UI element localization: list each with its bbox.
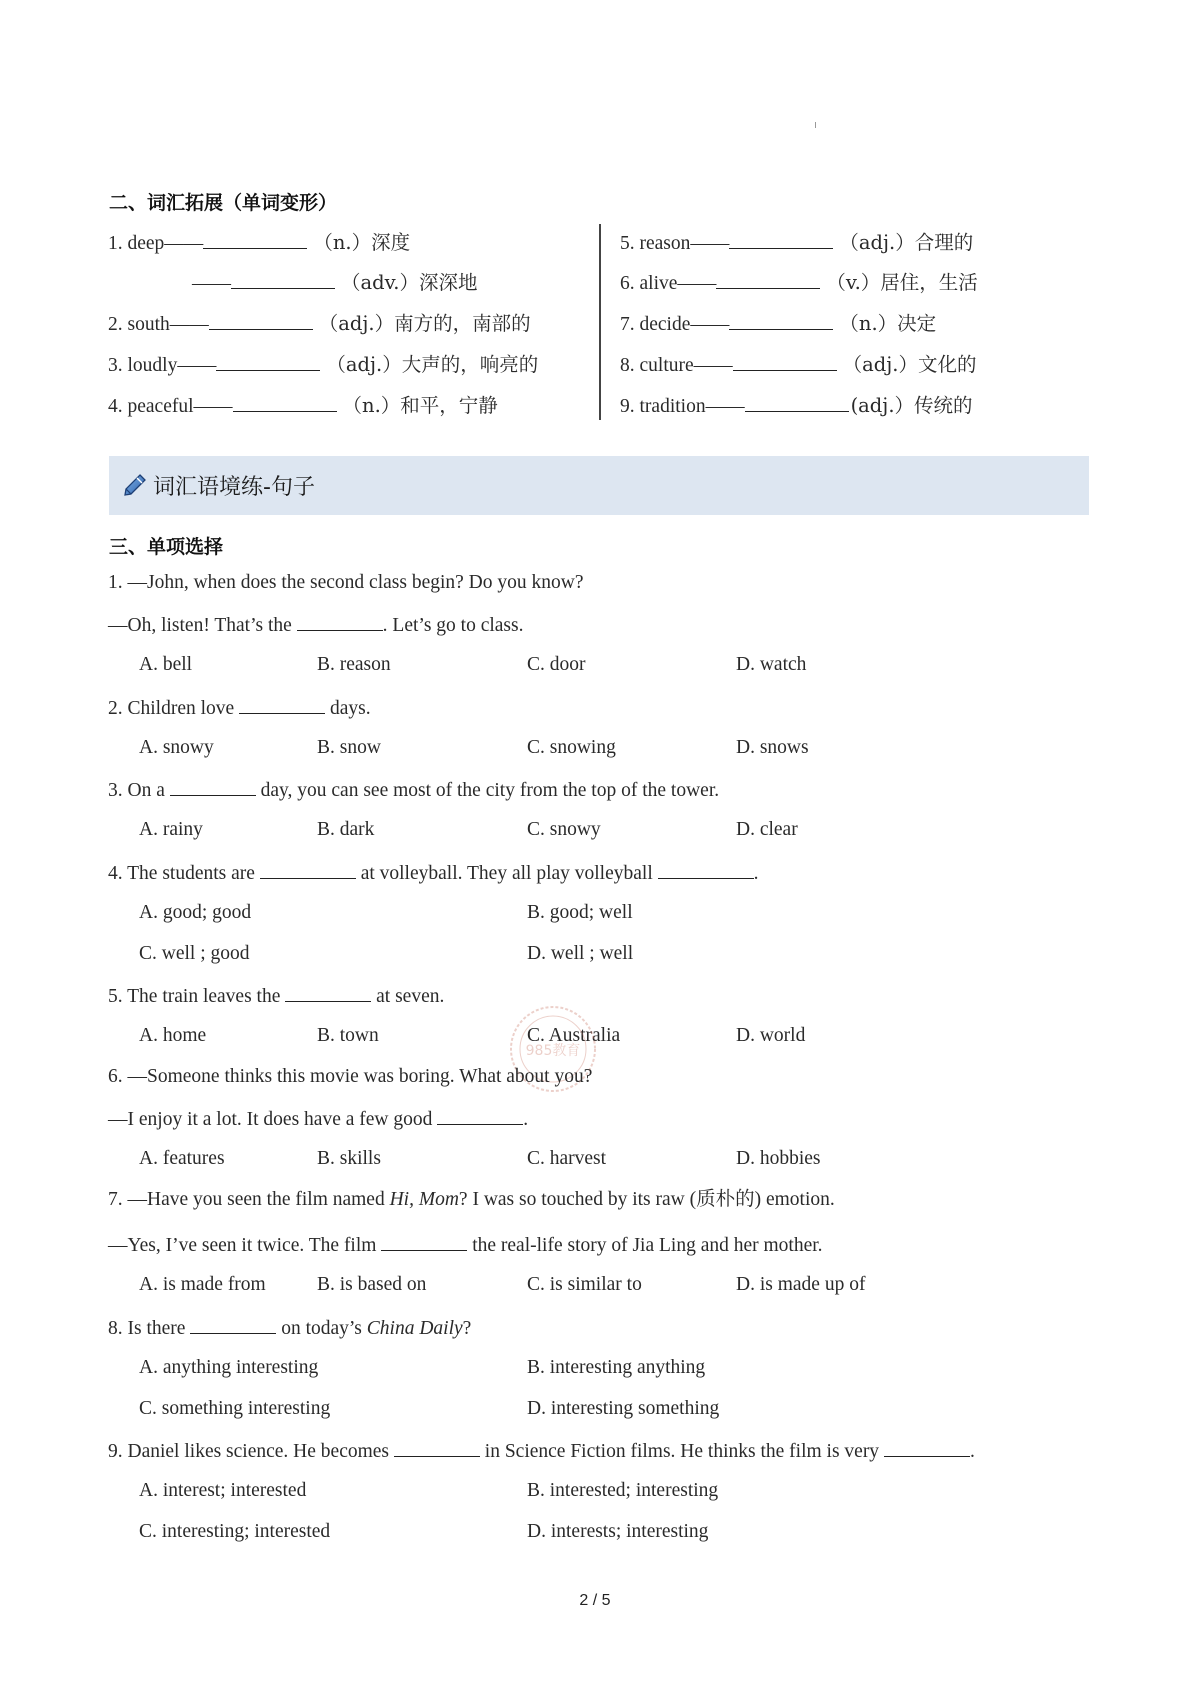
question-text: at seven. [376, 986, 445, 1007]
answer-blank[interactable] [260, 860, 356, 879]
option-d[interactable]: D. hobbies [736, 1148, 821, 1169]
vocab-hint: （adj.）合理的 [839, 231, 974, 254]
vocab-item-7 [620, 311, 936, 337]
answer-blank[interactable] [729, 230, 833, 249]
vocab-item-4 [108, 393, 498, 419]
question-text: at volleyball. They all play volleyball [360, 863, 653, 884]
vocab-hint: （n.）决定 [839, 312, 937, 335]
option-a[interactable]: A. features [139, 1148, 225, 1169]
column-divider [599, 224, 601, 420]
answer-blank[interactable] [216, 352, 320, 371]
option-a[interactable]: A. anything interesting [139, 1357, 319, 1378]
question-text: 5. The train leaves the [108, 986, 281, 1007]
vocab-item-9 [620, 393, 973, 419]
question-text: 3. On a [108, 780, 165, 801]
option-b[interactable]: B. dark [317, 819, 375, 840]
answer-blank[interactable] [203, 230, 307, 249]
answer-blank[interactable] [170, 777, 256, 796]
question-text: . [969, 1441, 975, 1462]
question-4 [108, 860, 759, 886]
vocab-item-5 [620, 230, 973, 256]
vocab-word: —— [192, 273, 231, 294]
vocab-word: 7. decide—— [620, 314, 730, 335]
option-b[interactable]: B. snow [317, 737, 381, 758]
option-d[interactable]: D. interests; interesting [527, 1521, 709, 1542]
answer-blank[interactable] [716, 270, 820, 289]
question-1-reply [108, 612, 524, 638]
vocab-word: 3. loudly—— [108, 355, 217, 376]
question-6-line: 6. —Someone thinks this movie was boring. What about you? [108, 1066, 593, 1087]
section-banner [109, 456, 1089, 515]
answer-blank[interactable] [209, 311, 313, 330]
vocab-item-1 [108, 230, 410, 256]
option-d[interactable]: D. well ; well [527, 943, 634, 964]
vocab-item-1b [192, 270, 478, 296]
vocab-item-8 [620, 352, 977, 378]
option-c[interactable]: C. is similar to [527, 1274, 642, 1295]
answer-blank[interactable] [231, 270, 335, 289]
option-a[interactable]: A. home [139, 1025, 207, 1046]
option-a[interactable]: A. rainy [139, 819, 203, 840]
newspaper-title: China Daily [366, 1318, 463, 1339]
answer-blank[interactable] [233, 393, 337, 412]
question-6-reply [108, 1106, 528, 1132]
option-c[interactable]: C. snowy [527, 819, 601, 840]
vocab-hint: （adv.）深深地 [341, 271, 478, 294]
section-3-title: 三、单项选择 [109, 536, 224, 558]
option-d[interactable]: D. watch [736, 654, 807, 675]
question-text: 4. The students are [108, 863, 255, 884]
option-c[interactable]: C. interesting; interested [139, 1521, 331, 1542]
vocab-item-3 [108, 352, 538, 378]
option-b[interactable]: B. skills [317, 1148, 381, 1169]
option-d[interactable]: D. is made up of [736, 1274, 866, 1295]
question-text: 7. —Have you seen the film named [108, 1189, 385, 1210]
option-b[interactable]: B. reason [317, 654, 391, 675]
question-text: ? [462, 1318, 472, 1339]
question-text: 2. Children love [108, 698, 235, 719]
answer-blank[interactable] [745, 393, 849, 412]
option-d[interactable]: D. interesting something [527, 1398, 720, 1419]
question-text: in Science Fiction films. He thinks the film is very [484, 1441, 880, 1462]
answer-blank[interactable] [437, 1106, 523, 1125]
answer-blank[interactable] [658, 860, 754, 879]
option-b[interactable]: B. is based on [317, 1274, 427, 1295]
option-b[interactable]: B. interested; interesting [527, 1480, 719, 1501]
question-7-line [108, 1188, 835, 1212]
option-d[interactable]: D. world [736, 1025, 806, 1046]
question-text: 8. Is there [108, 1318, 186, 1339]
question-text: . Let’s go to class. [382, 615, 524, 636]
pencil-icon [123, 473, 147, 497]
vocab-word: 1. deep—— [108, 233, 204, 254]
question-5 [108, 983, 444, 1009]
question-text: —I enjoy it a lot. It does have a few good [108, 1109, 433, 1130]
option-a[interactable]: A. good; good [139, 902, 252, 923]
answer-blank[interactable] [285, 983, 371, 1002]
question-1-line: 1. —John, when does the second class begin? Do you know? [108, 572, 584, 593]
vocab-item-6 [620, 270, 978, 296]
question-text: days. [329, 698, 371, 719]
answer-blank[interactable] [729, 311, 833, 330]
section-2-title: 二、词汇拓展（单词变形） [109, 192, 338, 214]
vocab-word: 4. peaceful—— [108, 396, 233, 417]
vocab-item-2 [108, 311, 531, 337]
answer-blank[interactable] [239, 695, 325, 714]
vocab-hint: （adj.）大声的，响亮的 [326, 353, 539, 376]
vocab-hint: (adj.）传统的 [850, 394, 973, 417]
vocab-word: 2. south—— [108, 314, 209, 335]
option-b[interactable]: B. town [317, 1025, 379, 1046]
vocab-word: 5. reason—— [620, 233, 730, 254]
answer-blank[interactable] [394, 1438, 480, 1457]
option-b[interactable]: B. good; well [527, 902, 633, 923]
option-c[interactable]: C. well ; good [139, 943, 250, 964]
question-text: day, you can see most of the city from the top of the tower. [260, 780, 720, 801]
option-c[interactable]: C. snowing [527, 737, 616, 758]
vocab-hint: （adj.）文化的 [842, 353, 977, 376]
question-7-reply [108, 1232, 823, 1258]
option-c[interactable]: C. harvest [527, 1148, 607, 1169]
option-d[interactable]: D. snows [736, 737, 809, 758]
question-text: —Yes, I’ve seen it twice. The film [108, 1235, 377, 1256]
question-text: . [753, 863, 759, 884]
question-text: the real-life story of Jia Ling and her mother. [472, 1235, 823, 1256]
option-c[interactable]: C. Australia [527, 1025, 621, 1046]
option-c[interactable]: C. something interesting [139, 1398, 331, 1419]
question-9 [108, 1438, 975, 1464]
answer-blank[interactable] [381, 1232, 467, 1251]
option-b[interactable]: B. interesting anything [527, 1357, 706, 1378]
question-text: —Oh, listen! That’s the [108, 615, 292, 636]
option-a[interactable]: A. is made from [139, 1274, 266, 1295]
header-mark [815, 122, 816, 128]
vocab-hint: （v.）居住，生活 [826, 271, 978, 294]
answer-blank[interactable] [884, 1438, 970, 1457]
option-a[interactable]: A. interest; interested [139, 1480, 307, 1501]
vocab-hint: （n.）深度 [313, 231, 411, 254]
page-number: 2 / 5 [579, 1592, 611, 1609]
question-3 [108, 777, 719, 803]
vocab-word: 8. culture—— [620, 355, 733, 376]
option-d[interactable]: D. clear [736, 819, 798, 840]
vocab-hint: （adj.）南方的，南部的 [318, 312, 531, 335]
vocab-word: 9. tradition—— [620, 396, 745, 417]
answer-blank[interactable] [297, 612, 383, 631]
option-a[interactable]: A. bell [139, 654, 193, 675]
question-text: . [523, 1109, 529, 1130]
option-a[interactable]: A. snowy [139, 737, 214, 758]
banner-title: 词汇语境练-句子 [153, 475, 315, 500]
option-c[interactable]: C. door [527, 654, 586, 675]
answer-blank[interactable] [190, 1315, 276, 1334]
film-title: Hi, Mom [389, 1189, 459, 1210]
question-2 [108, 695, 371, 721]
watermark-text: 985教育 [525, 1043, 581, 1059]
question-text: on today’s [281, 1318, 362, 1339]
question-text: 9. Daniel likes science. He becomes [108, 1441, 390, 1462]
vocab-hint: （n.）和平，宁静 [342, 394, 498, 417]
answer-blank[interactable] [733, 352, 837, 371]
vocab-word: 6. alive—— [620, 273, 717, 294]
question-text: ? I was so touched by its raw (质朴的) emotion. [458, 1189, 835, 1210]
question-8 [108, 1315, 471, 1341]
